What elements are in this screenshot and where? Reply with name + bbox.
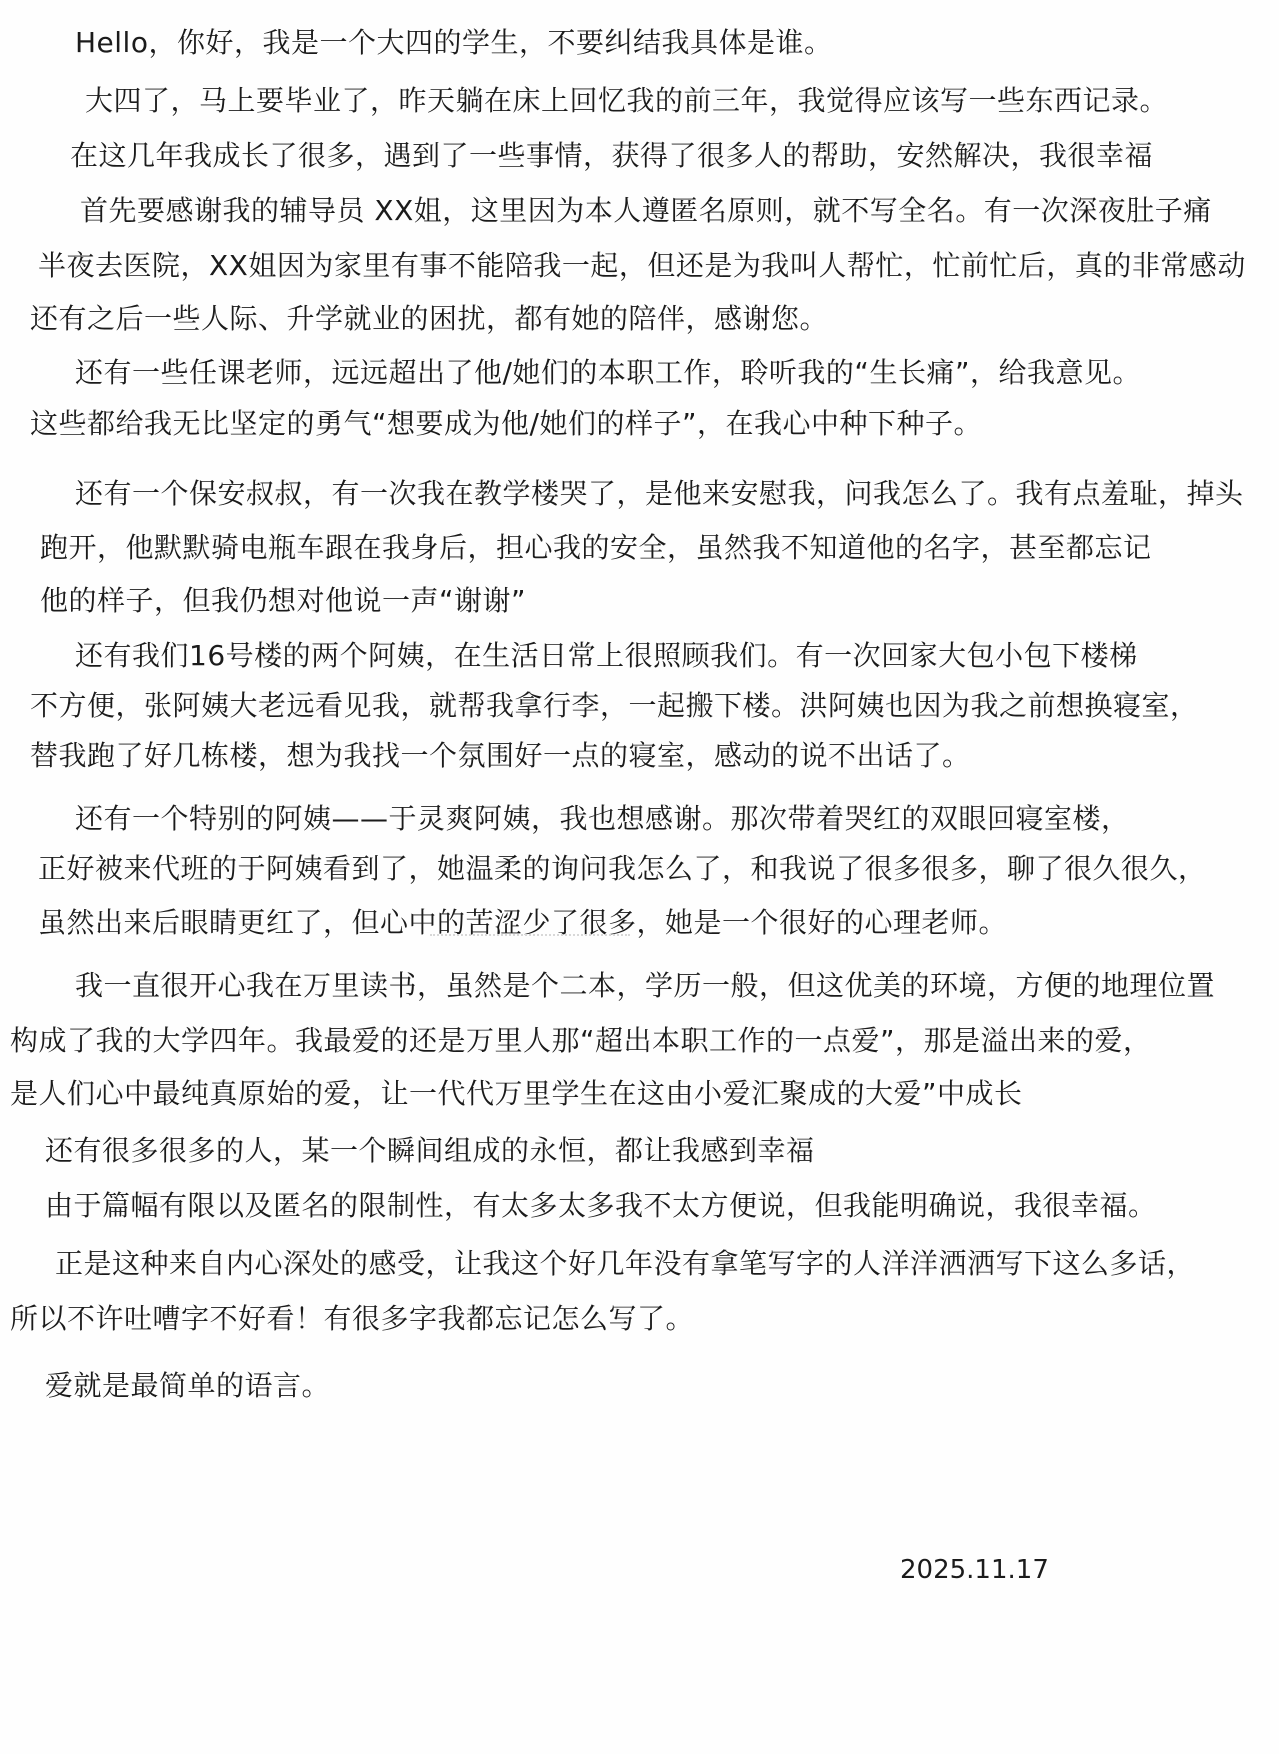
letter-line: 他的样子，但我仍想对他说一声“谢谢”: [40, 584, 527, 617]
letter-line: 不方便，张阿姨大老远看见我，就帮我拿行李，一起搬下楼。洪阿姨也因为我之前想换寝室，: [30, 689, 1199, 722]
letter-line: 还有很多很多的人，某一个瞬间组成的永恒，都让我感到幸福: [45, 1134, 815, 1167]
letter-line: 首先要感谢我的辅导员 XX姐，这里因为本人遵匿名原则，就不写全名。有一次深夜肚子痛: [80, 194, 1212, 227]
letter-line: 虽然出来后眼睛更红了，但心中的苦涩少了很多，她是一个很好的心理老师。: [38, 906, 1008, 939]
letter-line: 大四了，马上要毕业了，昨天躺在床上回忆我的前三年，我觉得应该写一些东西记录。: [85, 84, 1169, 117]
letter-line: 这些都给我无比坚定的勇气“想要成为他/她们的样子”，在我心中种下种子。: [30, 407, 982, 440]
letter-line: 爱就是最简单的语言。: [45, 1369, 331, 1402]
letter-line: 半夜去医院，XX姐因为家里有事不能陪我一起，但还是为我叫人帮忙，忙前忙后，真的非常感动: [38, 249, 1246, 282]
letter-line: 我一直很开心我在万里读书，虽然是个二本，学历一般，但这优美的环境，方便的地理位置: [75, 969, 1216, 1002]
letter-line: 替我跑了好几栋楼，想为我找一个氛围好一点的寝室，感动的说不出话了。: [30, 739, 971, 772]
letter-line: 是人们心中最纯真原始的爱，让一代代万里学生在这由小爱汇聚成的大爱”中成长: [10, 1077, 1023, 1110]
letter-line: 在这几年我成长了很多，遇到了一些事情，获得了很多人的帮助，安然解决，我很幸福: [70, 139, 1154, 172]
letter-date: 2025.11.17: [900, 1555, 1049, 1585]
letter-line: 还有一些任课老师，远远超出了他/她们的本职工作，聆听我的“生长痛”，给我意见。: [75, 356, 1141, 389]
faint-divider: [430, 934, 630, 936]
letter-line: 还有之后一些人际、升学就业的困扰，都有她的陪伴，感谢您。: [30, 302, 829, 335]
letter-line: 还有一个保安叔叔，有一次我在教学楼哭了，是他来安慰我，问我怎么了。我有点羞耻，掉头: [75, 477, 1244, 510]
letter-line: 所以不许吐嘈字不好看！有很多字我都忘记怎么写了。: [10, 1302, 695, 1335]
letter-line: 构成了我的大学四年。我最爱的还是万里人那“超出本职工作的一点爱”，那是溢出来的爱，: [10, 1024, 1152, 1057]
letter-line: Hello，你好，我是一个大四的学生，不要纠结我具体是谁。: [75, 26, 833, 59]
letter-line: 正是这种来自内心深处的感受，让我这个好几年没有拿笔写字的人洋洋洒洒写下这么多话，: [55, 1247, 1196, 1280]
letter-line: 还有我们16号楼的两个阿姨，在生活日常上很照顾我们。有一次回家大包小包下楼梯: [75, 639, 1138, 672]
letter-line: 由于篇幅有限以及匿名的限制性，有太多太多我不太方便说，但我能明确说，我很幸福。: [45, 1189, 1157, 1222]
letter-line: 正好被来代班的于阿姨看到了，她温柔的询问我怎么了，和我说了很多很多，聊了很久很久，: [38, 852, 1207, 885]
letter-line: 还有一个特别的阿姨——于灵爽阿姨，我也想感谢。那次带着哭红的双眼回寝室楼，: [75, 802, 1130, 835]
letter-line: 跑开，他默默骑电瓶车跟在我身后，担心我的安全，虽然我不知道他的名字，甚至都忘记: [40, 531, 1152, 564]
